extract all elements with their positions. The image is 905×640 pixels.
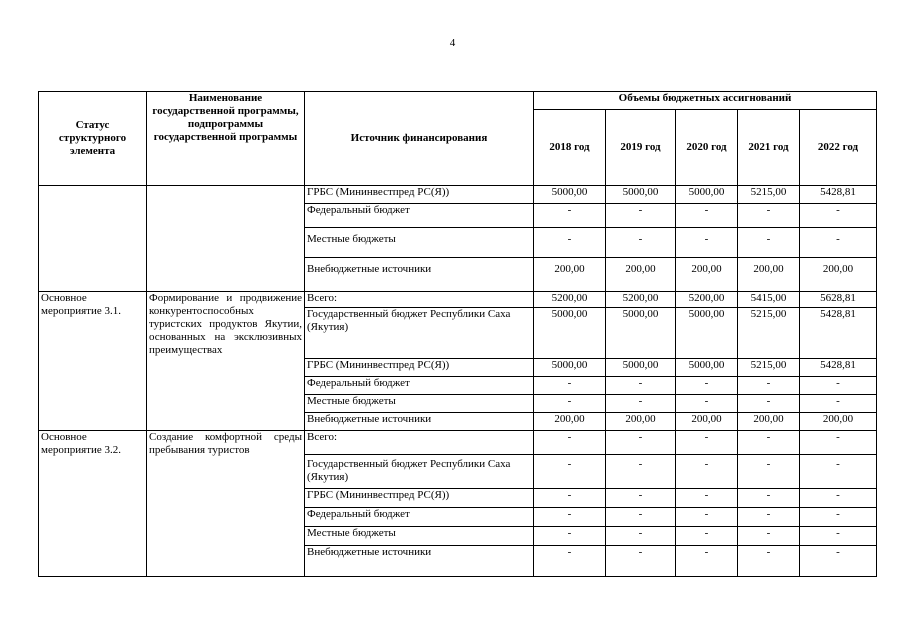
- value-cell: -: [738, 546, 800, 577]
- event-name-3-1: Формирование и продвижение конкурентоспособных туристских продуктов Якутии, основанных на эксклюзивных преимуществах: [147, 292, 305, 431]
- value-cell: 200,00: [738, 258, 800, 292]
- header-year-2018: 2018 год: [534, 110, 606, 186]
- value-cell: -: [738, 377, 800, 395]
- budget-table: [38, 91, 877, 577]
- value-cell: -: [676, 431, 738, 455]
- value-cell: -: [676, 546, 738, 577]
- value-cell: -: [800, 489, 877, 508]
- source-cell: Внебюджетные источники: [305, 413, 534, 431]
- value-cell: 200,00: [676, 413, 738, 431]
- header-source: Источник финансирования: [305, 92, 534, 186]
- value-cell: 5000,00: [676, 308, 738, 359]
- value-cell: -: [676, 527, 738, 546]
- value-cell: 5000,00: [534, 186, 606, 204]
- source-cell: Всего:: [305, 431, 534, 455]
- header-year-2022: 2022 год: [800, 110, 877, 186]
- value-cell: 5000,00: [606, 308, 676, 359]
- value-cell: -: [676, 395, 738, 413]
- value-cell: -: [676, 204, 738, 228]
- value-cell: 200,00: [534, 258, 606, 292]
- value-cell: -: [738, 508, 800, 527]
- status-cell-empty: [39, 186, 147, 292]
- value-cell: -: [534, 546, 606, 577]
- table-row: [39, 292, 877, 308]
- value-cell: 5000,00: [606, 186, 676, 204]
- source-cell: Внебюджетные источники: [305, 258, 534, 292]
- event-status-3-1: Основное мероприятие 3.1.: [39, 292, 147, 431]
- value-cell: -: [676, 489, 738, 508]
- source-cell: ГРБС (Мининвестпред РС(Я)): [305, 489, 534, 508]
- header-program-name: Наименование государственной программы, подпрограммы государственной программы: [147, 92, 305, 186]
- value-cell: -: [676, 455, 738, 489]
- value-cell: -: [800, 455, 877, 489]
- value-cell: 5000,00: [606, 359, 676, 377]
- value-cell: 5200,00: [606, 292, 676, 308]
- value-cell: 5428,81: [800, 308, 877, 359]
- value-cell: -: [534, 431, 606, 455]
- value-cell: 5000,00: [676, 186, 738, 204]
- value-cell: -: [738, 395, 800, 413]
- page-number: 4: [449, 37, 456, 49]
- source-cell: Государственный бюджет Республики Саха (Якутия): [305, 308, 534, 359]
- source-cell: Федеральный бюджет: [305, 204, 534, 228]
- value-cell: -: [606, 527, 676, 546]
- source-cell: Государственный бюджет Республики Саха (Якутия): [305, 455, 534, 489]
- table-row: [39, 186, 877, 204]
- source-cell: Федеральный бюджет: [305, 508, 534, 527]
- value-cell: -: [606, 431, 676, 455]
- value-cell: -: [676, 508, 738, 527]
- header-status: Статус структурного элемента: [39, 92, 147, 186]
- value-cell: -: [738, 228, 800, 258]
- value-cell: -: [534, 377, 606, 395]
- value-cell: 5215,00: [738, 308, 800, 359]
- value-cell: -: [534, 204, 606, 228]
- value-cell: 200,00: [738, 413, 800, 431]
- value-cell: 200,00: [676, 258, 738, 292]
- value-cell: -: [606, 546, 676, 577]
- event-name-3-2: Создание комфортной среды пребывания туристов: [147, 431, 305, 577]
- value-cell: -: [606, 489, 676, 508]
- value-cell: -: [738, 204, 800, 228]
- value-cell: -: [800, 377, 877, 395]
- source-cell: Местные бюджеты: [305, 228, 534, 258]
- value-cell: -: [534, 527, 606, 546]
- source-cell: Федеральный бюджет: [305, 377, 534, 395]
- value-cell: -: [800, 527, 877, 546]
- value-cell: 5428,81: [800, 186, 877, 204]
- value-cell: -: [800, 228, 877, 258]
- value-cell: -: [676, 377, 738, 395]
- value-cell: -: [606, 228, 676, 258]
- value-cell: 5428,81: [800, 359, 877, 377]
- value-cell: 5415,00: [738, 292, 800, 308]
- header-year-2019: 2019 год: [606, 110, 676, 186]
- value-cell: -: [606, 508, 676, 527]
- value-cell: -: [534, 395, 606, 413]
- value-cell: -: [606, 204, 676, 228]
- value-cell: -: [800, 204, 877, 228]
- value-cell: -: [800, 546, 877, 577]
- source-cell: Внебюджетные источники: [305, 546, 534, 577]
- value-cell: 5215,00: [738, 359, 800, 377]
- source-cell: Всего:: [305, 292, 534, 308]
- value-cell: -: [534, 228, 606, 258]
- value-cell: -: [534, 455, 606, 489]
- value-cell: -: [606, 377, 676, 395]
- value-cell: -: [606, 455, 676, 489]
- value-cell: -: [738, 431, 800, 455]
- value-cell: 200,00: [606, 413, 676, 431]
- value-cell: -: [738, 527, 800, 546]
- value-cell: 200,00: [606, 258, 676, 292]
- value-cell: -: [738, 489, 800, 508]
- value-cell: -: [800, 508, 877, 527]
- value-cell: 5000,00: [534, 359, 606, 377]
- value-cell: 200,00: [800, 413, 877, 431]
- value-cell: -: [534, 508, 606, 527]
- value-cell: -: [676, 228, 738, 258]
- table-row: [39, 431, 877, 455]
- header-year-2020: 2020 год: [676, 110, 738, 186]
- source-cell: Местные бюджеты: [305, 395, 534, 413]
- value-cell: 5200,00: [676, 292, 738, 308]
- value-cell: -: [800, 431, 877, 455]
- value-cell: 5215,00: [738, 186, 800, 204]
- name-cell-empty: [147, 186, 305, 292]
- header-year-2021: 2021 год: [738, 110, 800, 186]
- source-cell: ГРБС (Мининвестпред РС(Я)): [305, 186, 534, 204]
- value-cell: 5000,00: [534, 308, 606, 359]
- value-cell: 5000,00: [676, 359, 738, 377]
- value-cell: 200,00: [534, 413, 606, 431]
- value-cell: 5628,81: [800, 292, 877, 308]
- value-cell: -: [738, 455, 800, 489]
- source-cell: Местные бюджеты: [305, 527, 534, 546]
- value-cell: 200,00: [800, 258, 877, 292]
- header-volumes: Объемы бюджетных ассигнований: [534, 92, 877, 110]
- value-cell: -: [606, 395, 676, 413]
- value-cell: 5200,00: [534, 292, 606, 308]
- event-status-3-2: Основное мероприятие 3.2.: [39, 431, 147, 577]
- value-cell: -: [800, 395, 877, 413]
- source-cell: ГРБС (Мининвестпред РС(Я)): [305, 359, 534, 377]
- value-cell: -: [534, 489, 606, 508]
